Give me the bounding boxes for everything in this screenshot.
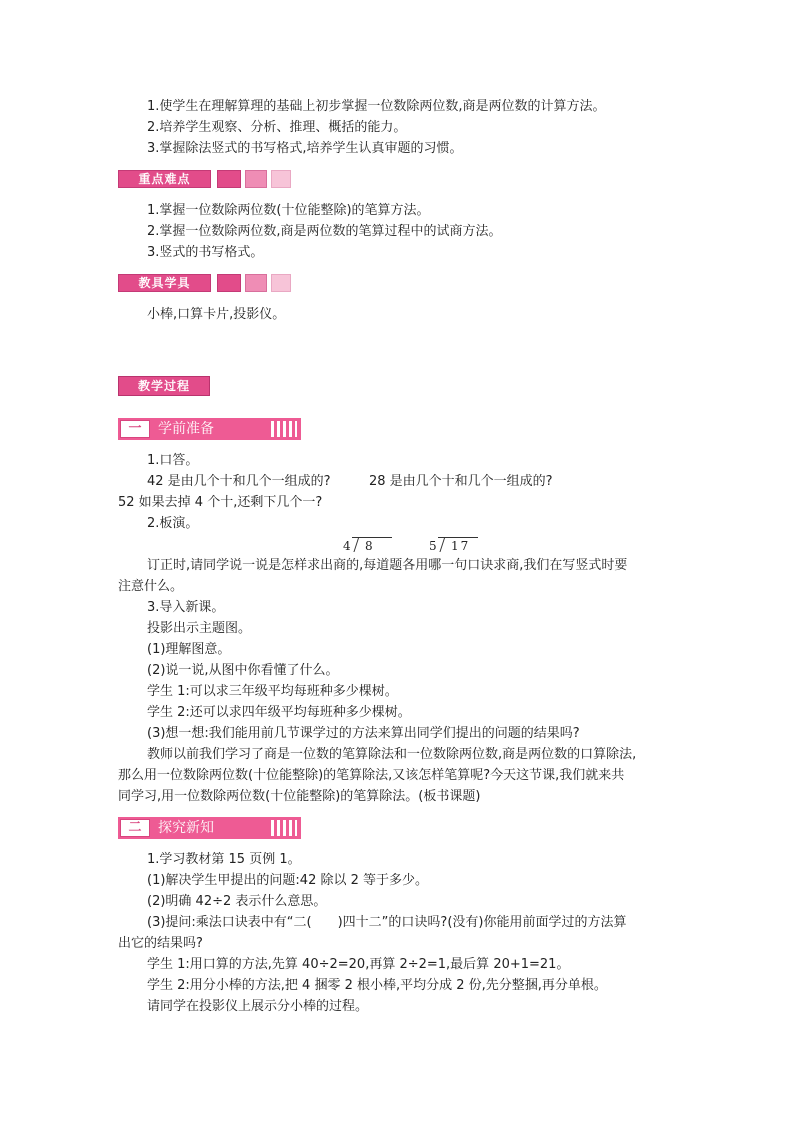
dividend: 17 [451, 539, 471, 553]
objective-2: 2.培养学生观察、分析、推理、概括的能力。 [147, 120, 407, 135]
p2-line: 学生 2:用分小棒的方法,把 4 捆零 2 根小棒,平均分成 2 份,先分整捆,再分单根。 [147, 978, 607, 993]
p1-line: 投影出示主题图。 [147, 621, 252, 636]
p1-line: 3.导入新课。 [147, 600, 225, 615]
p2-line: 1.学习教材第 15 页例 1。 [147, 852, 301, 867]
p2-line [147, 914, 626, 932]
phase-2-title: 探究新知 [158, 820, 214, 836]
phase-1-bar [118, 418, 301, 440]
teaching-process-tag: 教学过程 [118, 376, 210, 396]
p1-line: 28 是由几个十和几个一组成的? [369, 474, 553, 489]
stripes-decoration [271, 820, 297, 836]
decor-square [245, 170, 267, 188]
p1-line: (3)想一想:我们能用前几节课学过的方法来算出同学们提出的问题的结果吗? [147, 726, 580, 741]
divisor: 4 [343, 539, 351, 553]
p2-line: 出它的结果吗? [118, 936, 203, 951]
decor-square [271, 170, 291, 188]
p2-line: 请同学在投影仪上展示分小棒的过程。 [147, 999, 369, 1014]
p1-line: 学生 2:还可以求四年级平均每班种多少棵树。 [147, 705, 411, 720]
p2-line-part: (3)提问:乘法口诀表中有“二( [147, 915, 312, 930]
tools-text: 小棒,口算卡片,投影仪。 [147, 307, 286, 322]
objective-1: 1.使学生在理解算理的基础上初步掌握一位数除两位数,商是两位数的计算方法。 [147, 99, 606, 114]
p1-line: 学生 1:可以求三年级平均每班种多少棵树。 [147, 684, 398, 699]
key-point-2: 2.掌握一位数除两位数,商是两位数的笔算过程中的试商方法。 [147, 224, 502, 239]
stripes-decoration [271, 421, 297, 437]
p1-line: 订正时,请同学说一说是怎样求出商的,每道题各用哪一句口诀求商,我们在写竖式时要 [147, 558, 628, 573]
dividend: 8 [365, 539, 375, 553]
p1-line: (2)说一说,从图中你看懂了什么。 [147, 663, 339, 678]
p1-line: (1)理解图意。 [147, 642, 231, 657]
p1-line: 那么用一位数除两位数(十位能整除)的笔算除法,又该怎样笔算呢?今天这节课,我们就来共 [118, 768, 625, 783]
decor-square [217, 170, 241, 188]
p1-line: 1.口答。 [147, 453, 199, 468]
p1-line: 教师以前我们学习了商是一位数的笔算除法和一位数除两位数,商是两位数的口算除法, [147, 747, 637, 762]
p2-line: (1)解决学生甲提出的问题:42 除以 2 等于多少。 [147, 873, 429, 888]
decor-square [245, 274, 267, 292]
p1-line: 注意什么。 [118, 579, 184, 594]
tools-tag: 教具学具 [118, 274, 211, 292]
key-points-tag: 重点难点 [118, 170, 211, 188]
p1-line: 52 如果去掉 4 个十,还剩下几个一? [118, 495, 323, 510]
key-point-1: 1.掌握一位数除两位数(十位能整除)的笔算方法。 [147, 203, 430, 218]
p1-line: 同学习,用一位数除两位数(十位能整除)的笔算除法。(板书课题) [118, 789, 481, 804]
phase-2-bar [118, 817, 301, 839]
phase-2-number: 二 [120, 819, 150, 837]
objective-3: 3.掌握除法竖式的书写格式,培养学生认真审题的习惯。 [147, 141, 463, 156]
key-point-3: 3.竖式的书写格式。 [147, 245, 264, 260]
p1-line: 2.板演。 [147, 516, 199, 531]
divisor: 5 [429, 539, 437, 553]
p1-line: 42 是由几个十和几个一组成的? [147, 474, 331, 489]
phase-1-number: 一 [120, 420, 150, 438]
p2-line: 学生 1:用口算的方法,先算 40÷2=20,再算 2÷2=1,最后算 20+1=21。 [147, 957, 570, 972]
decor-square [271, 274, 291, 292]
phase-1-title: 学前准备 [158, 421, 214, 437]
decor-square [217, 274, 241, 292]
p2-line: (2)明确 42÷2 表示什么意思。 [147, 894, 327, 909]
p2-line-part: )四十二”的口诀吗?(没有)你能用前面学过的方法算 [337, 915, 627, 930]
